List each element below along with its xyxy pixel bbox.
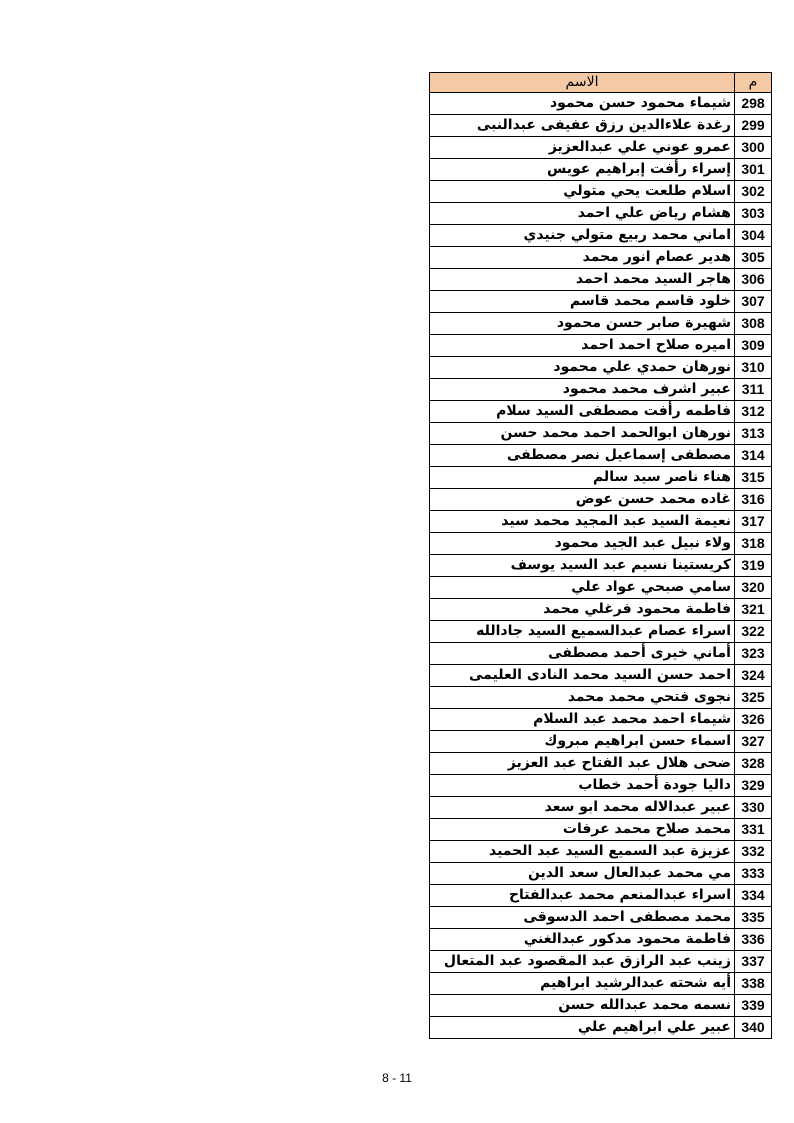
row-number: 302 (735, 181, 772, 203)
table-row (430, 555, 772, 577)
row-number: 319 (735, 555, 772, 577)
table-row (430, 1017, 772, 1039)
table-row (430, 511, 772, 533)
header-name: الاسم (430, 73, 735, 93)
row-name: فاطمة محمود مدكور عبدالغني (430, 929, 735, 951)
table-row (430, 489, 772, 511)
row-number: 318 (735, 533, 772, 555)
row-name: احمد حسن السيد محمد النادى العليمى (430, 665, 735, 687)
row-number: 336 (735, 929, 772, 951)
table-row (430, 995, 772, 1017)
row-name: رغدة علاءالدين رزق عفيفى عبدالنبى (430, 115, 735, 137)
row-number: 309 (735, 335, 772, 357)
row-name: عزيزة عبد السميع السيد عبد الحميد (430, 841, 735, 863)
row-number: 327 (735, 731, 772, 753)
row-number: 306 (735, 269, 772, 291)
row-number: 322 (735, 621, 772, 643)
table-row (430, 863, 772, 885)
table-row (430, 247, 772, 269)
table-row (430, 137, 772, 159)
table-header (430, 73, 772, 93)
table-row (430, 225, 772, 247)
table-row (430, 577, 772, 599)
row-number: 332 (735, 841, 772, 863)
table-row (430, 907, 772, 929)
row-name: اسماء حسن ابراهيم مبروك (430, 731, 735, 753)
row-name: عبير عبدالاله محمد ابو سعد (430, 797, 735, 819)
row-name: زينب عبد الرازق عبد المقصود عبد المتعال (430, 951, 735, 973)
table-row (430, 665, 772, 687)
row-number: 305 (735, 247, 772, 269)
row-name: أيه شحته عبدالرشيد ابراهيم (430, 973, 735, 995)
row-name: غاده محمد حسن عوض (430, 489, 735, 511)
row-name: شيماء احمد محمد عبد السلام (430, 709, 735, 731)
row-name: أماني خيرى أحمد مصطفى (430, 643, 735, 665)
table-row (430, 423, 772, 445)
table-row (430, 159, 772, 181)
row-name: محمد مصطفى احمد الدسوقى (430, 907, 735, 929)
table-row (430, 445, 772, 467)
row-name: نسمه محمد عبدالله حسن (430, 995, 735, 1017)
row-name: داليا جودة أحمد خطاب (430, 775, 735, 797)
table-row (430, 467, 772, 489)
row-number: 340 (735, 1017, 772, 1039)
row-name: ضحى هلال عبد الفتاح عبد العزيز (430, 753, 735, 775)
table-row (430, 687, 772, 709)
row-name: خلود قاسم محمد قاسم (430, 291, 735, 313)
table-row (430, 357, 772, 379)
row-number: 310 (735, 357, 772, 379)
row-name: اسراء عبدالمنعم محمد عبدالفتاح (430, 885, 735, 907)
row-number: 312 (735, 401, 772, 423)
row-number: 328 (735, 753, 772, 775)
table-row (430, 775, 772, 797)
row-name: فاطمه رأفت مصطفى السيد سلام (430, 401, 735, 423)
row-name: اميره صلاح احمد احمد (430, 335, 735, 357)
row-name: نورهان ابوالحمد احمد محمد حسن (430, 423, 735, 445)
row-name: نجوى فتحي محمد محمد (430, 687, 735, 709)
table-row (430, 115, 772, 137)
row-number: 307 (735, 291, 772, 313)
row-number: 337 (735, 951, 772, 973)
row-number: 299 (735, 115, 772, 137)
row-number: 333 (735, 863, 772, 885)
row-name: نعيمة السيد عبد المجيد محمد سيد (430, 511, 735, 533)
table-row (430, 621, 772, 643)
names-table (429, 72, 772, 1039)
table-row (430, 401, 772, 423)
row-number: 308 (735, 313, 772, 335)
row-name: إسراء رأفت إبراهيم عويس (430, 159, 735, 181)
row-name: شهيرة صابر حسن محمود (430, 313, 735, 335)
header-num: م (735, 73, 772, 93)
table-row (430, 951, 772, 973)
row-name: هاجر السيد محمد احمد (430, 269, 735, 291)
row-number: 303 (735, 203, 772, 225)
row-name: هشام رياض علي احمد (430, 203, 735, 225)
row-number: 320 (735, 577, 772, 599)
page-number: 8 - 11 (382, 1071, 412, 1085)
row-name: محمد صلاح محمد عرفات (430, 819, 735, 841)
table-row (430, 819, 772, 841)
table-row (430, 203, 772, 225)
row-name: هدير عصام انور محمد (430, 247, 735, 269)
row-number: 311 (735, 379, 772, 401)
table-row (430, 379, 772, 401)
table-row (430, 709, 772, 731)
row-name: مي محمد عبدالعال سعد الدين (430, 863, 735, 885)
row-number: 329 (735, 775, 772, 797)
row-number: 315 (735, 467, 772, 489)
row-name: اسراء عصام عبدالسميع السيد جادالله (430, 621, 735, 643)
table-row (430, 93, 772, 115)
row-name: سامي صبحي عواد علي (430, 577, 735, 599)
table-row (430, 885, 772, 907)
table-row (430, 335, 772, 357)
row-number: 316 (735, 489, 772, 511)
row-number: 314 (735, 445, 772, 467)
row-number: 323 (735, 643, 772, 665)
table-row (430, 181, 772, 203)
row-number: 324 (735, 665, 772, 687)
table-row (430, 291, 772, 313)
row-number: 317 (735, 511, 772, 533)
row-number: 339 (735, 995, 772, 1017)
row-number: 334 (735, 885, 772, 907)
row-name: شيماء محمود حسن محمود (430, 93, 735, 115)
row-number: 335 (735, 907, 772, 929)
row-number: 301 (735, 159, 772, 181)
row-name: مصطفى إسماعيل نصر مصطفى (430, 445, 735, 467)
row-number: 325 (735, 687, 772, 709)
table-row (430, 269, 772, 291)
table-row (430, 929, 772, 951)
table-row (430, 643, 772, 665)
row-number: 300 (735, 137, 772, 159)
row-name: ولاء نبيل عبد الجيد محمود (430, 533, 735, 555)
header-row (430, 73, 772, 93)
row-number: 331 (735, 819, 772, 841)
row-name: كريستينا نسيم عبد السيد يوسف (430, 555, 735, 577)
row-name: فاطمة محمود فرغلي محمد (430, 599, 735, 621)
table-row (430, 797, 772, 819)
row-name: اماني محمد ربيع متولي جنيدي (430, 225, 735, 247)
row-number: 326 (735, 709, 772, 731)
table-row (430, 753, 772, 775)
table-row (430, 973, 772, 995)
table-row (430, 731, 772, 753)
row-name: نورهان حمدي علي محمود (430, 357, 735, 379)
row-number: 304 (735, 225, 772, 247)
table-row (430, 841, 772, 863)
row-number: 298 (735, 93, 772, 115)
row-number: 321 (735, 599, 772, 621)
table-row (430, 313, 772, 335)
row-name: اسلام طلعت يحي متولي (430, 181, 735, 203)
row-number: 313 (735, 423, 772, 445)
table-row (430, 599, 772, 621)
table-body (430, 93, 772, 1039)
table-row (430, 533, 772, 555)
row-number: 338 (735, 973, 772, 995)
row-number: 330 (735, 797, 772, 819)
row-name: عمرو عوني علي عبدالعزيز (430, 137, 735, 159)
row-name: عبير علي ابراهيم علي (430, 1017, 735, 1039)
row-name: هناء ناصر سيد سالم (430, 467, 735, 489)
row-name: عبير اشرف محمد محمود (430, 379, 735, 401)
